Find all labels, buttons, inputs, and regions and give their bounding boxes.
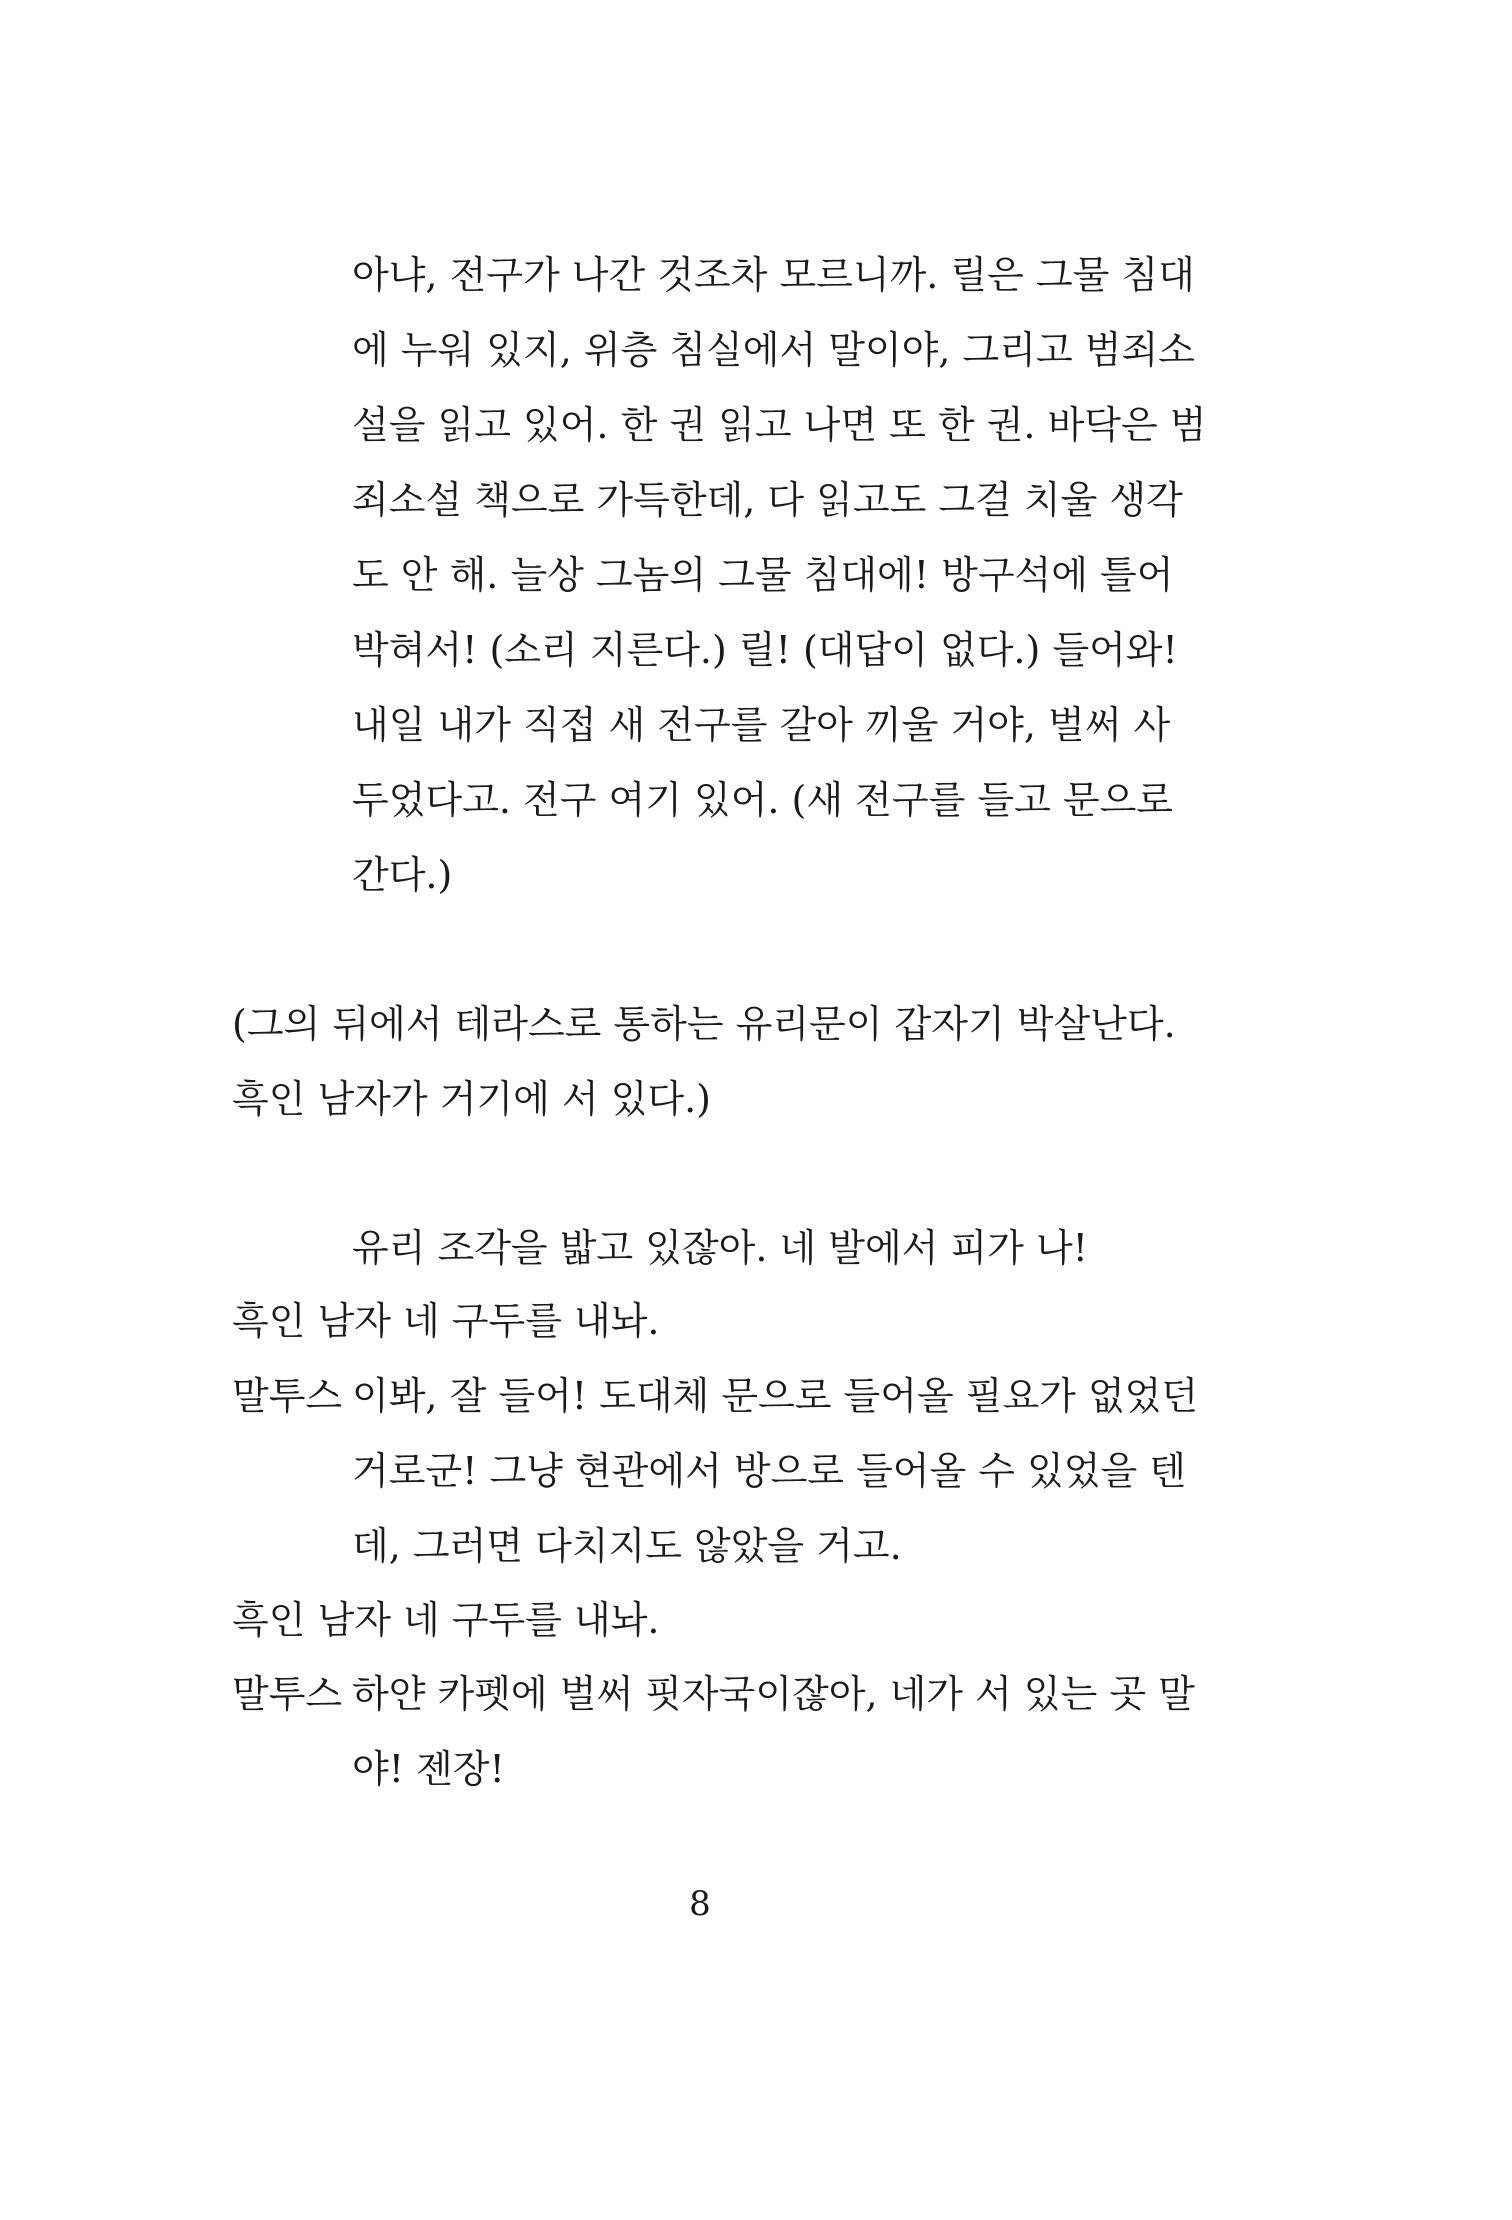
monologue-line-5: 도 안 해. 늘상 그놈의 그물 침대에! 방구석에 틀어 (352, 553, 1174, 597)
speaker-name: 흑인 남자 (232, 1299, 391, 1343)
monologue-line-1: 아냐, 전구가 나간 것조차 모르니까. 릴은 그물 침대 (352, 253, 1195, 297)
dialogue-line: 네 구두를 내놔. (403, 1299, 660, 1343)
dialogue-line: 거로군! 그냥 현관에서 방으로 들어올 수 있었을 텐 (352, 1449, 1186, 1493)
continued-dialogue-line: 유리 조각을 밟고 있잖아. 네 발에서 피가 나! (352, 1226, 1088, 1270)
page-number: 8 (689, 1884, 711, 1924)
speaker-name: 말투스 (232, 1672, 343, 1716)
monologue-line-8: 두었다고. 전구 여기 있어. (새 전구를 들고 문으로 (352, 778, 1173, 822)
speaker-name: 말투스 (232, 1374, 343, 1418)
monologue-line-2: 에 누워 있지, 위층 침실에서 말이야, 그리고 범죄소 (352, 328, 1195, 372)
monologue-line-7: 내일 내가 직접 새 전구를 갈아 끼울 거야, 벌써 사 (352, 703, 1171, 747)
dialogue-line: 네 구두를 내놔. (403, 1598, 660, 1642)
dialogue-line: 이봐, 잘 들어! 도대체 문으로 들어올 필요가 없었던 (352, 1374, 1199, 1418)
monologue-line-9: 간다.) (352, 853, 453, 897)
monologue-line-3: 설을 읽고 있어. 한 권 읽고 나면 또 한 권. 바닥은 범 (352, 403, 1207, 447)
monologue-line-4: 죄소설 책으로 가득한데, 다 읽고도 그걸 치울 생각 (352, 478, 1183, 522)
dialogue-line: 야! 젠장! (352, 1747, 505, 1791)
stage-direction-line-2: 흑인 남자가 거기에 서 있다.) (232, 1077, 712, 1121)
dialogue-line: 하얀 카펫에 벌써 핏자국이잖아, 네가 서 있는 곳 말 (352, 1672, 1195, 1716)
speaker-name: 흑인 남자 (232, 1598, 391, 1642)
monologue-line-6: 박혀서! (소리 지른다.) 릴! (대답이 없다.) 들어와! (352, 628, 1178, 672)
stage-direction-line-1: (그의 뒤에서 테라스로 통하는 유리문이 갑자기 박살난다. (232, 1002, 1176, 1046)
dialogue-line: 데, 그러면 다치지도 않았을 거고. (352, 1524, 902, 1568)
